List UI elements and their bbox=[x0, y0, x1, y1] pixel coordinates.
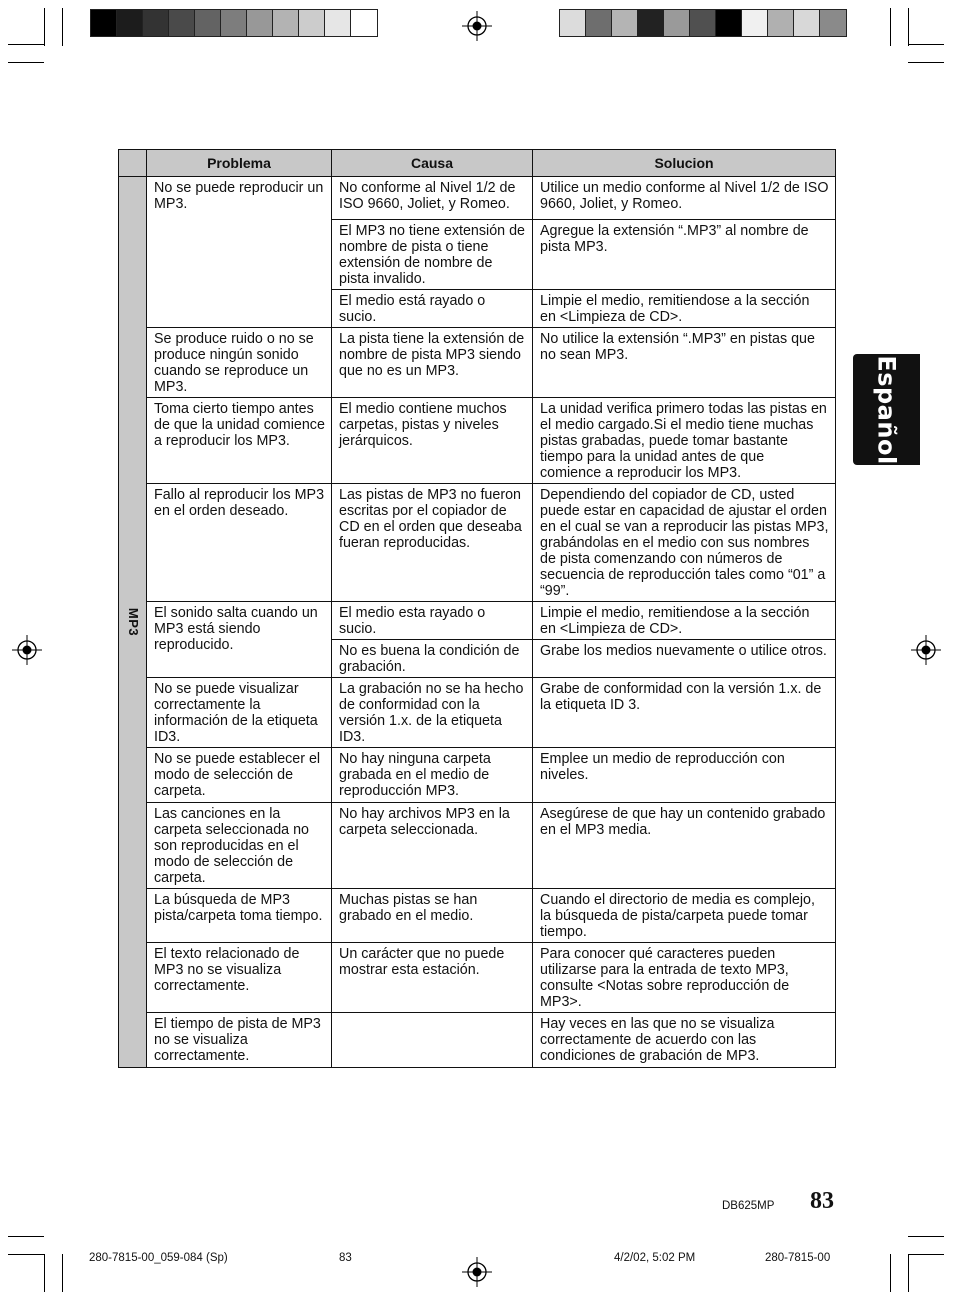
problem-cell: La búsqueda de MP3 pista/carpeta toma tiempo. bbox=[147, 889, 332, 943]
cause-cell: No hay archivos MP3 en la carpeta seleccionada. bbox=[332, 803, 533, 889]
solution-cell: Utilice un medio conforme al Nivel 1/2 de ISO 9660, Joliet, y Romeo. bbox=[533, 177, 836, 220]
crop-mark bbox=[890, 8, 891, 46]
table-row bbox=[119, 943, 836, 1013]
problem-cell: No se puede reproducir un MP3. bbox=[147, 177, 332, 328]
cause-cell: El medio esta rayado o sucio. bbox=[332, 602, 533, 640]
solution-cell: Para conocer qué caracteres pueden utilizarse para la entrada de texto MP3, consulte <Notas sobre reproducción de MP3>. bbox=[533, 943, 836, 1013]
crop-mark bbox=[908, 1254, 944, 1255]
color-swatch bbox=[325, 10, 351, 36]
color-swatch bbox=[586, 10, 612, 36]
cause-cell: El medio contiene muchos carpetas, pistas y niveles jerárquicos. bbox=[332, 398, 533, 484]
crop-mark bbox=[890, 1254, 891, 1292]
part-number: 280-7815-00 bbox=[765, 1252, 831, 1264]
color-bar bbox=[559, 9, 847, 37]
color-swatch bbox=[560, 10, 586, 36]
problem-cell: Toma cierto tiempo antes de que la unidad comience a reproducir los MP3. bbox=[147, 398, 332, 484]
color-swatch bbox=[664, 10, 690, 36]
problem-cell: Fallo al reproducir los MP3 en el orden deseado. bbox=[147, 484, 332, 602]
color-swatch bbox=[690, 10, 716, 36]
cause-cell: No es buena la condición de grabación. bbox=[332, 640, 533, 678]
registration-mark-icon bbox=[12, 635, 42, 665]
table-row bbox=[119, 177, 836, 220]
model-number: DB625MP bbox=[722, 1200, 775, 1212]
color-swatch bbox=[169, 10, 195, 36]
grayscale-bar bbox=[90, 9, 378, 37]
color-swatch bbox=[221, 10, 247, 36]
problem-cell: El tiempo de pista de MP3 no se visualiza correctamente. bbox=[147, 1013, 332, 1068]
crop-mark bbox=[8, 1254, 44, 1255]
solution-cell: Cuando el directorio de media es complejo, la búsqueda de pista/carpeta puede tomar tiempo. bbox=[533, 889, 836, 943]
file-slug: 280-7815-00_059-084 (Sp) bbox=[89, 1252, 228, 1264]
color-swatch bbox=[794, 10, 820, 36]
header-problem: Problema bbox=[147, 150, 332, 177]
color-swatch bbox=[299, 10, 325, 36]
solution-cell: Grabe los medios nuevamente o utilice otros. bbox=[533, 640, 836, 678]
solution-cell: Agregue la extensión “.MP3” al nombre de pista MP3. bbox=[533, 220, 836, 290]
color-swatch bbox=[820, 10, 846, 36]
color-swatch bbox=[768, 10, 794, 36]
cause-cell: La pista tiene la extensión de nombre de pista MP3 siendo que no es un MP3. bbox=[332, 328, 533, 398]
language-tab-label: Español bbox=[872, 354, 901, 465]
table-body bbox=[119, 177, 836, 1068]
table-row bbox=[119, 484, 836, 602]
cause-cell: No hay ninguna carpeta grabada en el medio de reproducción MP3. bbox=[332, 748, 533, 803]
problem-cell: No se puede visualizar correctamente la información de la etiqueta ID3. bbox=[147, 678, 332, 748]
solution-cell: Limpie el medio, remitiendose a la sección en <Limpieza de CD>. bbox=[533, 602, 836, 640]
table-row bbox=[119, 889, 836, 943]
language-tab bbox=[853, 354, 920, 465]
color-swatch bbox=[716, 10, 742, 36]
crop-mark bbox=[8, 44, 44, 45]
cause-cell bbox=[332, 1013, 533, 1068]
problem-cell: No se puede establecer el modo de selección de carpeta. bbox=[147, 748, 332, 803]
registration-mark-icon bbox=[911, 635, 941, 665]
color-swatch bbox=[351, 10, 377, 36]
slug-date: 4/2/02, 5:02 PM bbox=[614, 1252, 696, 1264]
solution-cell: Limpie el medio, remitiendose a la sección en <Limpieza de CD>. bbox=[533, 290, 836, 328]
cause-cell: No conforme al Nivel 1/2 de ISO 9660, Joliet, y Romeo. bbox=[332, 177, 533, 220]
group-label: MP3 bbox=[126, 607, 142, 637]
cause-cell: Muchas pistas se han grabado en el medio. bbox=[332, 889, 533, 943]
crop-mark bbox=[8, 1236, 44, 1237]
group-label-cell bbox=[119, 177, 147, 1068]
solution-cell: Asegúrese de que hay un contenido grabado en el MP3 media. bbox=[533, 803, 836, 889]
crop-mark bbox=[44, 8, 45, 46]
cause-cell: El MP3 no tiene extensión de nombre de pista o tiene extensión de nombre de pista invalido. bbox=[332, 220, 533, 290]
crop-mark bbox=[44, 1254, 45, 1292]
page-number: 83 bbox=[810, 1188, 834, 1214]
cause-cell: Un carácter que no puede mostrar esta estación. bbox=[332, 943, 533, 1013]
header-solution: Solucion bbox=[533, 150, 836, 177]
cause-cell: El medio está rayado o sucio. bbox=[332, 290, 533, 328]
table-row bbox=[119, 678, 836, 748]
solution-cell: No utilice la extensión “.MP3” en pistas que no sean MP3. bbox=[533, 328, 836, 398]
table-row bbox=[119, 803, 836, 889]
table-row bbox=[119, 748, 836, 803]
registration-mark-icon bbox=[462, 11, 492, 41]
table-row bbox=[119, 398, 836, 484]
solution-cell: Emplee un medio de reproducción con niveles. bbox=[533, 748, 836, 803]
crop-mark bbox=[908, 8, 909, 46]
table-row bbox=[119, 602, 836, 640]
color-swatch bbox=[195, 10, 221, 36]
header-corner bbox=[119, 150, 147, 177]
troubleshooting-table bbox=[118, 149, 836, 1068]
slug-page: 83 bbox=[339, 1252, 352, 1264]
cause-cell: La grabación no se ha hecho de conformidad con la versión 1.x. de la etiqueta ID3. bbox=[332, 678, 533, 748]
crop-mark bbox=[908, 44, 944, 45]
registration-mark-icon bbox=[462, 1257, 492, 1287]
crop-mark bbox=[62, 1254, 63, 1292]
crop-mark bbox=[908, 1254, 909, 1292]
color-swatch bbox=[638, 10, 664, 36]
color-swatch bbox=[612, 10, 638, 36]
crop-mark bbox=[8, 62, 44, 63]
problem-cell: El sonido salta cuando un MP3 está siendo reproducido. bbox=[147, 602, 332, 678]
crop-mark bbox=[908, 1236, 944, 1237]
problem-cell: El texto relacionado de MP3 no se visualiza correctamente. bbox=[147, 943, 332, 1013]
color-swatch bbox=[273, 10, 299, 36]
color-swatch bbox=[247, 10, 273, 36]
problem-cell: Se produce ruido o no se produce ningún sonido cuando se reproduce un MP3. bbox=[147, 328, 332, 398]
table-row bbox=[119, 328, 836, 398]
problem-cell: Las canciones en la carpeta seleccionada no son reproducidas en el modo de selección de carpeta. bbox=[147, 803, 332, 889]
table-row bbox=[119, 1013, 836, 1068]
header-cause: Causa bbox=[332, 150, 533, 177]
crop-mark bbox=[908, 62, 944, 63]
cause-cell: Las pistas de MP3 no fueron escritas por el copiador de CD en el orden que deseaba fueran reproducidas. bbox=[332, 484, 533, 602]
solution-cell: La unidad verifica primero todas las pistas en el medio cargado.Si el medio tiene muchas pistas grabadas, puede tomar bastante tiempo para la unidad antes de que comience a reproducir los MP3. bbox=[533, 398, 836, 484]
color-swatch bbox=[742, 10, 768, 36]
color-swatch bbox=[143, 10, 169, 36]
color-swatch bbox=[91, 10, 117, 36]
table-header-row bbox=[119, 150, 836, 177]
solution-cell: Hay veces en las que no se visualiza correctamente de acuerdo con las condiciones de grabación de MP3. bbox=[533, 1013, 836, 1068]
solution-cell: Grabe de conformidad con la versión 1.x. de la etiqueta ID 3. bbox=[533, 678, 836, 748]
color-swatch bbox=[117, 10, 143, 36]
solution-cell: Dependiendo del copiador de CD, usted puede estar en capacidad de ajustar el orden en el cual se van a reproducir las pistas MP3, grabándolas en el medio con sus nombres de pista comenzando con números de secuencia de reproducción tales como “01” a “99”. bbox=[533, 484, 836, 602]
crop-mark bbox=[62, 8, 63, 46]
